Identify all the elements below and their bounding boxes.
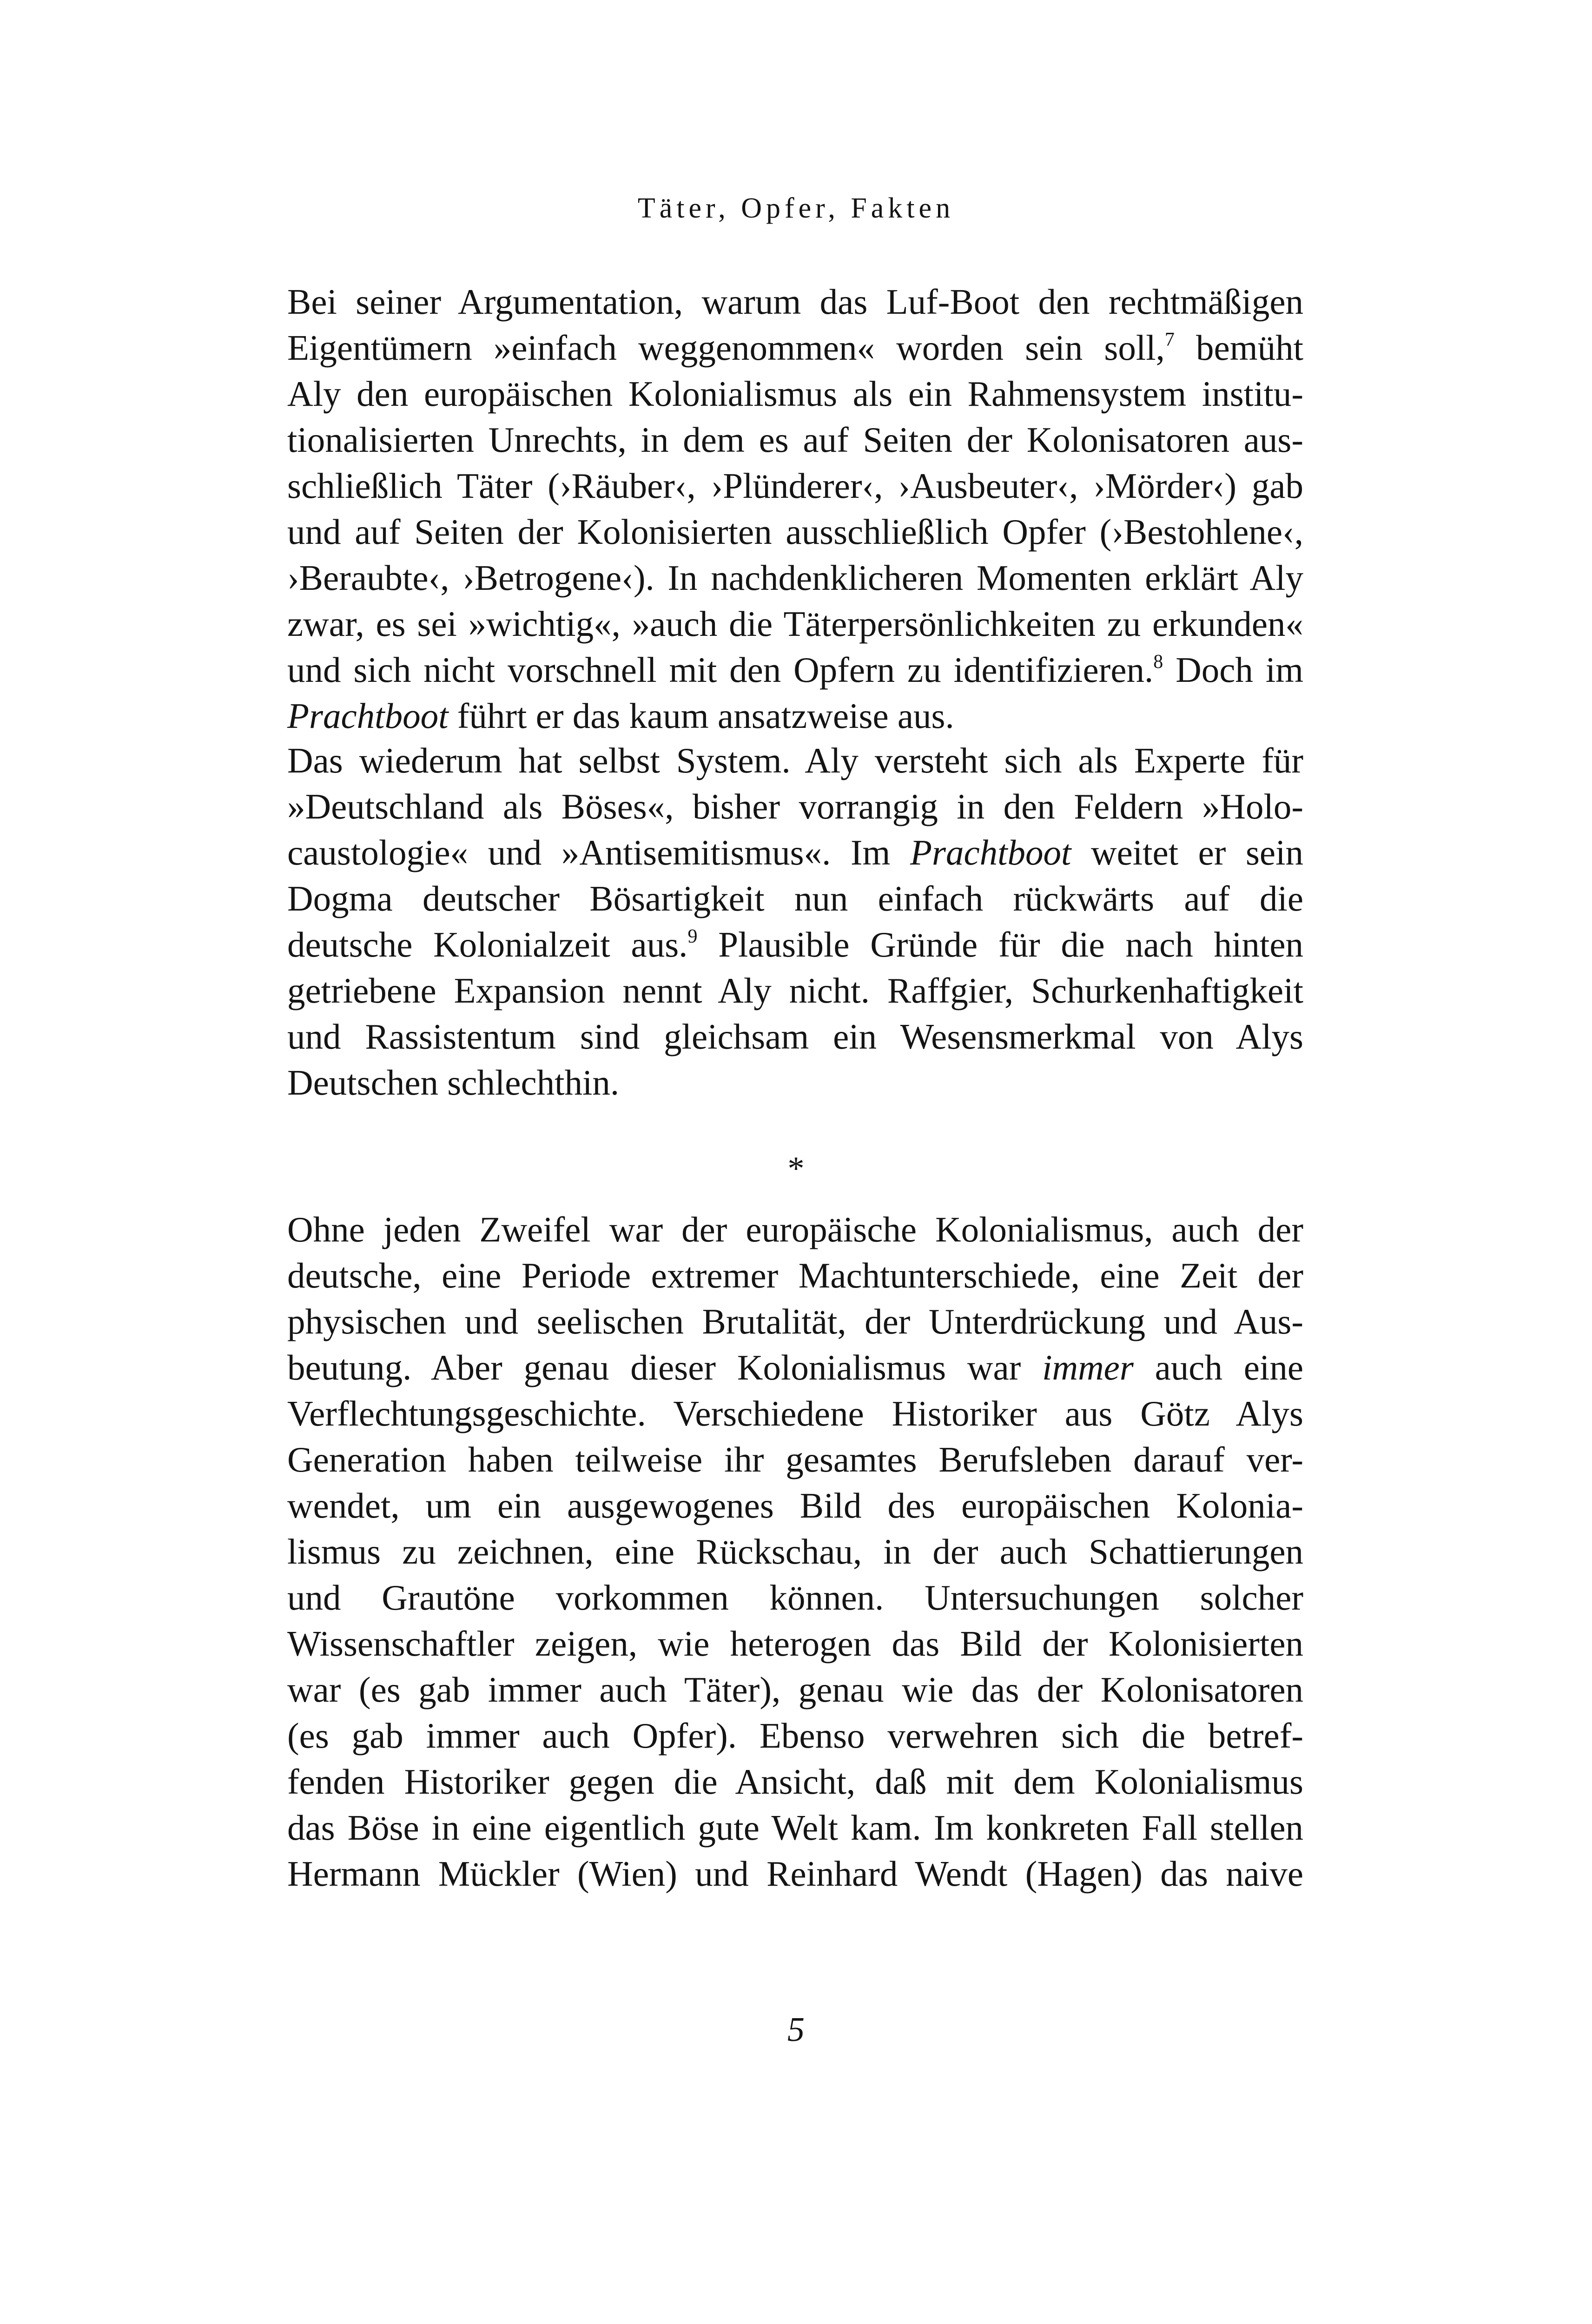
text-run: Hermann Mückler (Wien) und Reinhard Wendt (Hagen) das naive — [287, 1854, 1303, 1894]
text-line — [287, 1851, 1303, 1897]
text-run: führt er das kaum ansatzweise aus. — [448, 696, 954, 736]
text-line — [287, 968, 1303, 1014]
text-line — [287, 1529, 1303, 1575]
text-run: Verflechtungsgeschichte. Verschiedene Historiker aus Götz Alys — [287, 1393, 1303, 1433]
text-run: schließlich Täter (›Räuber‹, ›Plünderer‹, ›Ausbeuter‹, ›Mörder‹) gab — [287, 466, 1303, 506]
text-line — [287, 784, 1303, 830]
text-run: und Rassistentum sind gleichsam ein Wesensmerkmal von Alys — [287, 1017, 1303, 1056]
text-run: tionalisierten Unrechts, in dem es auf Seiten der Kolonisatoren aus- — [287, 420, 1303, 460]
text-run: caustologie« und »Antisemitismus«. Im — [287, 832, 910, 872]
text-line — [287, 1805, 1303, 1851]
footnote-ref: 9 — [687, 926, 698, 947]
text-run: zwar, es sei »wichtig«, »auch die Täterpersönlichkeiten zu erkunden« — [287, 604, 1303, 644]
text-line — [287, 1299, 1303, 1345]
text-run: »Deutschland als Böses«, bisher vorrangig in den Feldern »Holo- — [287, 786, 1303, 826]
text-line — [287, 1621, 1303, 1667]
text-line — [287, 647, 1303, 693]
text-run: physischen und seelischen Brutalität, der Unterdrückung und Aus- — [287, 1301, 1303, 1341]
text-line — [287, 371, 1303, 417]
text-line — [287, 876, 1303, 922]
text-run: Wissenschaftler zeigen, wie heterogen das Bild der Kolonisierten — [287, 1624, 1303, 1664]
text-line — [287, 1437, 1303, 1483]
italic-title: Prachtboot — [910, 832, 1071, 872]
running-head: Täter, Opfer, Fakten — [637, 192, 955, 224]
text-run: wendet, um ein ausgewogenes Bild des europäischen Kolonia- — [287, 1486, 1303, 1525]
text-line — [287, 1207, 1303, 1253]
paragraph-argumentation — [287, 279, 1303, 739]
text-line — [287, 693, 1303, 739]
text-run: (es gab immer auch Opfer). Ebenso verwehren sich die betref- — [287, 1716, 1303, 1756]
text-line — [287, 1060, 1303, 1106]
text-line — [287, 1483, 1303, 1529]
text-run: Plausible Gründe für die nach hinten — [697, 924, 1303, 964]
text-line — [287, 417, 1303, 463]
text-run: auch eine — [1133, 1347, 1303, 1387]
italic-emphasis: immer — [1042, 1347, 1134, 1387]
text-run: Generation haben teilweise ihr gesamtes Berufsleben darauf ver- — [287, 1439, 1303, 1479]
text-line — [287, 738, 1303, 784]
text-run: bemüht — [1174, 328, 1303, 368]
text-line — [287, 555, 1303, 601]
text-line — [287, 1759, 1303, 1805]
text-run: lismus zu zeichnen, eine Rückschau, in der auch Schattierungen — [287, 1532, 1303, 1571]
text-run: und auf Seiten der Kolonisierten ausschließlich Opfer (›Bestohlene‹, — [287, 512, 1303, 552]
text-run: Aly den europäischen Kolonialismus als ein Rahmensystem institu- — [287, 374, 1303, 414]
footnote-ref: 7 — [1164, 329, 1175, 350]
text-line — [287, 509, 1303, 555]
text-line — [287, 1667, 1303, 1713]
section-separator-asterisk: * — [787, 1150, 805, 1187]
text-run: Das wiederum hat selbst System. Aly versteht sich als Experte für — [287, 740, 1303, 780]
text-run: das Böse in eine eigentlich gute Welt kam. Im konkreten Fall stellen — [287, 1808, 1303, 1848]
text-line — [287, 1253, 1303, 1299]
text-line — [287, 1713, 1303, 1759]
text-run: getriebene Expansion nennt Aly nicht. Raffgier, Schurkenhaftigkeit — [287, 971, 1303, 1010]
text-run: Doch im — [1163, 650, 1303, 690]
text-run: war (es gab immer auch Täter), genau wie das der Kolonisatoren — [287, 1670, 1303, 1710]
text-run: weitet er sein — [1071, 832, 1304, 872]
page-number: 5 — [787, 2011, 805, 2049]
text-run: Dogma deutscher Bösartigkeit nun einfach rückwärts auf die — [287, 878, 1303, 918]
text-line — [287, 463, 1303, 509]
text-run: fenden Historiker gegen die Ansicht, daß mit dem Kolonialismus — [287, 1762, 1303, 1802]
text-line — [287, 1014, 1303, 1060]
text-run: und sich nicht vorschnell mit den Opfern zu identifizieren. — [287, 650, 1154, 690]
text-line — [287, 601, 1303, 647]
text-line — [287, 1575, 1303, 1621]
italic-title: Prachtboot — [287, 696, 449, 736]
text-line — [287, 922, 1303, 968]
text-run: deutsche Kolonialzeit aus. — [287, 924, 688, 964]
paragraph-system — [287, 738, 1303, 1106]
text-line — [287, 1391, 1303, 1437]
text-run: Deutschen schlechthin. — [287, 1063, 620, 1103]
text-line — [287, 830, 1303, 876]
footnote-ref: 8 — [1153, 651, 1163, 673]
text-line — [287, 325, 1303, 371]
text-run: Eigentümern »einfach weggenommen« worden sein soll, — [287, 328, 1165, 368]
paragraph-colonialism — [287, 1207, 1303, 1897]
text-line — [287, 279, 1303, 325]
text-run: deutsche, eine Periode extremer Machtunterschiede, eine Zeit der — [287, 1255, 1303, 1295]
text-run: beutung. Aber genau dieser Kolonialismus war — [287, 1347, 1043, 1387]
text-run: Bei seiner Argumentation, warum das Luf-Boot den rechtmäßigen — [287, 282, 1303, 322]
text-run: und Grautöne vorkommen können. Untersuchungen solcher — [287, 1578, 1303, 1618]
text-run: ›Beraubte‹, ›Betrogene‹). In nachdenklicheren Momenten erklärt Aly — [287, 558, 1303, 598]
text-run: Ohne jeden Zweifel war der europäische Kolonialismus, auch der — [287, 1209, 1303, 1249]
text-line — [287, 1345, 1303, 1391]
